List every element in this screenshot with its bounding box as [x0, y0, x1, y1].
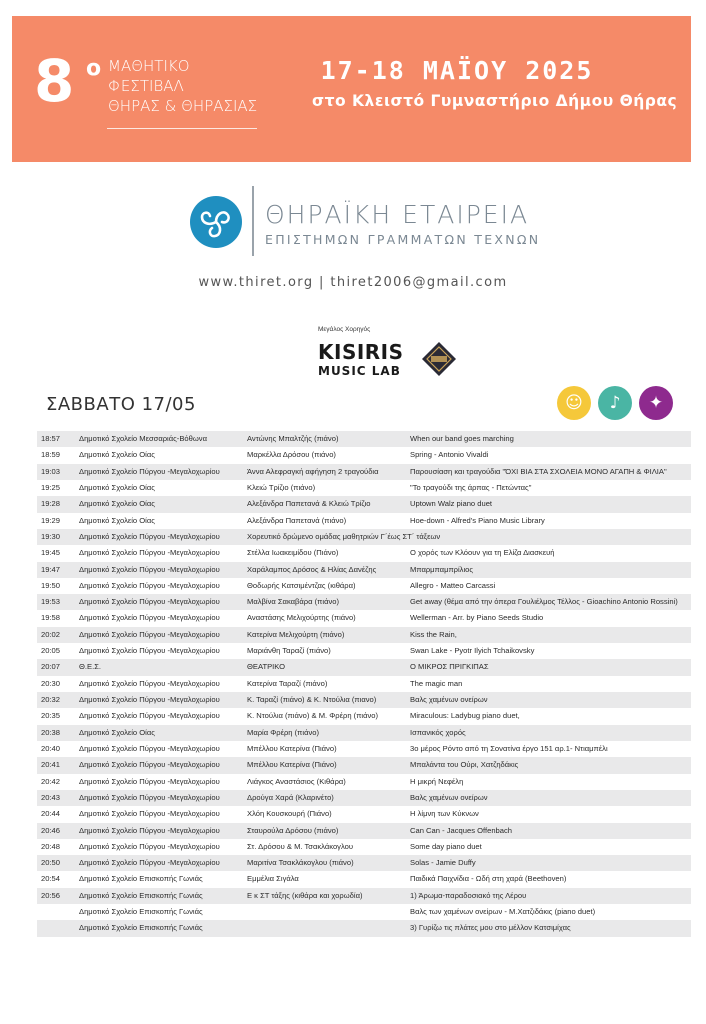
- cell-piece: Miraculous: Ladybug piano duet,: [410, 711, 520, 721]
- cell-performer: Μαρία Φρέρη (πιάνο): [247, 727, 320, 737]
- cell-time: 20:41: [41, 760, 61, 770]
- cell-performer: Κατερίνα Ταραζί (πιάνο): [247, 678, 328, 688]
- cell-time: 18:57: [41, 434, 61, 443]
- cell-piece: Η μικρή Νεφέλη: [410, 776, 464, 786]
- cell-school: Δημοτικό Σχολείο Οίας: [79, 499, 155, 509]
- cell-school: Δημοτικό Σχολείο Οίας: [79, 515, 155, 525]
- cell-school: Δημοτικό Σχολείο Πύργου -Μεγαλοχωρίου: [79, 841, 220, 851]
- schedule-table: [37, 431, 691, 937]
- cell-performer: Ε κ ΣΤ τάξης (κιθάρα και χορωδία): [247, 890, 363, 900]
- edition-superscript: ο: [86, 56, 102, 81]
- table-row: [37, 757, 691, 773]
- cell-piece: Get away (θέμα από την όπερα Γουλιέλμος Τέλλος - Gioachino Antonio Rossini): [410, 597, 678, 607]
- cell-piece: Ο χορός των Κλόουν για τη Ελίζα Διασκευή: [410, 548, 555, 558]
- cell-time: 19:03: [41, 466, 61, 476]
- table-row: [37, 447, 691, 463]
- cell-piece: Η λίμνη των Κύκνων: [410, 809, 479, 819]
- cell-performer: ΘΕΑΤΡΙΚΟ: [247, 662, 286, 672]
- edition-number: 8: [34, 47, 73, 115]
- cell-school: Δημοτικό Σχολείο Πύργου -Μεγαλοχωρίου: [79, 792, 220, 802]
- cell-piece: The magic man: [410, 678, 463, 688]
- table-row: [37, 725, 691, 741]
- cell-time: 20:32: [41, 695, 61, 704]
- cell-performer: Σταυρούλα Δρόσου (πιάνο): [247, 825, 339, 835]
- table-row: [37, 431, 691, 447]
- cell-piece: Allegro - Matteo Carcassi: [410, 580, 496, 590]
- cell-piece: Swan Lake - Pyotr Ilyich Tchaikovsky: [410, 646, 535, 656]
- contact-line: www.thiret.org | thiret2006@gmail.com: [198, 275, 508, 290]
- cell-school: Δημοτικό Σχολείο Επισκοπής Γωνιάς: [79, 890, 203, 900]
- cell-time: 20:40: [41, 743, 61, 753]
- cell-performer: Θοδωρής Κατσιμέντζας (κιθάρα): [247, 580, 356, 590]
- cell-performer: Αλεξάνδρα Παπετανά & Κλειώ Τρίζιο: [247, 499, 371, 509]
- cell-performer: Κλειώ Τρίζιο (πιάνο): [247, 482, 316, 492]
- cell-school: Δημοτικό Σχολείο Πύργου -Μεγαλοχωρίου: [79, 531, 220, 541]
- music-note-icon: ♪: [598, 386, 632, 420]
- cell-performer: Στ. Δρόσου & Μ. Τσακλάκογλου: [247, 841, 354, 851]
- cell-time: 20:05: [41, 646, 61, 656]
- table-row: [37, 790, 691, 806]
- cell-performer: Στέλλα Ιωακειμίδου (Πιάνο): [247, 548, 339, 558]
- cell-school: Θ.Ε.Σ.: [79, 662, 101, 672]
- cell-piece: 1) Άρωμα-παραδοσιακό της Λέρου: [410, 890, 527, 900]
- day-title: ΣΑΒΒΑΤΟ 17/05: [46, 394, 196, 415]
- cell-piece: Παιδικά Παιχνίδια - Ωδή στη χαρά (Beethoven): [410, 874, 567, 884]
- cell-time: 20:07: [41, 662, 61, 672]
- table-row: [37, 529, 691, 545]
- table-row: [37, 741, 691, 757]
- cell-performer: Μπέλλου Κατερίνα (Πιάνο): [247, 743, 337, 753]
- cell-school: Δημοτικό Σχολείο Οίας: [79, 727, 155, 737]
- cell-performer: Χαράλαμπος Δρόσος & Ηλίας Δανέζης: [247, 564, 377, 574]
- sponsor-subname: MUSIC LAB: [318, 364, 401, 378]
- festival-title: [108, 56, 257, 116]
- sponsor-name: KISIRIS: [318, 340, 404, 364]
- cell-performer: Άννα Αλεφραγκή αφήγηση 2 τραγούδια: [247, 466, 379, 476]
- table-row: [37, 562, 691, 578]
- cell-piece: Ισπανικός χορός: [410, 727, 466, 737]
- cell-piece: 3ο μέρος Ρόντο από τη Σονατίνα έργο 151 αρ.1- Ντιαμπέλι: [410, 743, 608, 753]
- cell-piece: Spring - Antonio Vivaldi: [410, 450, 489, 460]
- cell-performer: Εμμέλια Σιγάλα: [247, 874, 299, 884]
- cell-school: Δημοτικό Σχολείο Πύργου -Μεγαλοχωρίου: [79, 711, 220, 721]
- cell-piece: Μπαλάντα του Ούρι, Χατζηδάκις: [410, 760, 519, 770]
- table-row: [37, 480, 691, 496]
- cell-piece: Μπαρμπαμπρίλιος: [410, 564, 474, 574]
- cell-piece: Kiss the Rain,: [410, 629, 457, 639]
- cell-piece: Uptown Walz piano duet: [410, 499, 493, 509]
- table-row: [37, 806, 691, 822]
- cell-performer: Αλεξάνδρα Παπετανά (πιάνο): [247, 515, 347, 525]
- table-row: [37, 513, 691, 529]
- cell-school: Δημοτικό Σχολείο Πύργου -Μεγαλοχωρίου: [79, 629, 220, 639]
- cell-school: Δημοτικό Σχολείο Πύργου -Μεγαλοχωρίου: [79, 466, 220, 476]
- cell-piece: Βαλς χαμένων ονείρων: [410, 792, 488, 802]
- cell-school: Δημοτικό Σχολείο Οίας: [79, 482, 155, 492]
- cell-school: Δημοτικό Σχολείο Πύργου -Μεγαλοχωρίου: [79, 613, 220, 623]
- cell-performer: Δρούγα Χαρά (Κλαρινέτο): [247, 792, 334, 802]
- cell-school: Δημοτικό Σχολείο Οίας: [79, 450, 155, 460]
- table-row: [37, 871, 691, 887]
- table-row: [37, 610, 691, 626]
- sponsor-label: Μεγάλος Χορηγός: [318, 326, 371, 333]
- cell-time: 18:59: [41, 450, 61, 460]
- cell-performer: Μαλβίνα Σακαβάρα (πιάνο): [247, 597, 340, 607]
- festival-title-line: ΘΗΡΑΣ & ΘΗΡΑΣΙΑΣ: [108, 97, 258, 115]
- cell-performer: Μαρκέλλα Δρόσου (πιάνο): [247, 450, 336, 460]
- table-row: [37, 545, 691, 561]
- logo-divider: [252, 186, 254, 256]
- table-row: [37, 839, 691, 855]
- cell-time: 20:02: [41, 629, 61, 639]
- cell-school: Δημοτικό Σχολείο Πύργου -Μεγαλοχωρίου: [79, 743, 220, 753]
- cell-school: Δημοτικό Σχολείο Μεσσαριάς-Βόθωνα: [79, 434, 207, 443]
- triskelion-logo-icon: [190, 196, 242, 248]
- cell-time: 20:50: [41, 858, 61, 868]
- table-row: [37, 774, 691, 790]
- cell-performer: Χορευτικό δρώμενο ομάδας μαθητριών Γ΄έως ΣΤ΄ τάξεων: [247, 531, 441, 541]
- cell-school: Δημοτικό Σχολείο Επισκοπής Γωνιάς: [79, 907, 203, 917]
- dance-icon: ✦: [639, 386, 673, 420]
- cell-school: Δημοτικό Σχολείο Πύργου -Μεγαλοχωρίου: [79, 646, 220, 656]
- cell-time: 20:35: [41, 711, 61, 721]
- cell-performer: Λιάγκος Αναστάσιος (Κιθάρα): [247, 776, 346, 786]
- theatre-masks-icon: ☺: [557, 386, 591, 420]
- cell-school: Δημοτικό Σχολείο Πύργου -Μεγαλοχωρίου: [79, 809, 220, 819]
- cell-piece: When our band goes marching: [410, 434, 514, 443]
- table-row: [37, 888, 691, 904]
- cell-time: 19:53: [41, 597, 61, 607]
- cell-time: 19:47: [41, 564, 61, 574]
- cell-piece: Hoe-down - Alfred's Piano Music Library: [410, 515, 545, 525]
- cell-piece: Solas - Jamie Duffy: [410, 858, 476, 868]
- cell-time: 20:38: [41, 727, 61, 737]
- cell-piece: Can Can - Jacques Offenbach: [410, 825, 513, 835]
- cell-time: 19:28: [41, 499, 61, 509]
- cell-performer: Αντώνης Μπαλτζής (πιάνο): [247, 434, 339, 443]
- table-row: [37, 823, 691, 839]
- cell-time: 20:54: [41, 874, 61, 884]
- table-row: [37, 659, 691, 675]
- festival-venue: στο Κλειστό Γυμναστήριο Δήμου Θήρας: [312, 92, 678, 110]
- festival-banner: [12, 16, 691, 162]
- cell-time: 19:58: [41, 613, 61, 623]
- cell-performer: Κ. Ντούλια (πιάνο) & Μ. Φρέρη (πιάνο): [247, 711, 379, 721]
- cell-school: Δημοτικό Σχολείο Πύργου -Μεγαλοχωρίου: [79, 858, 220, 868]
- cell-time: 20:48: [41, 841, 61, 851]
- cell-school: Δημοτικό Σχολείο Πύργου -Μεγαλοχωρίου: [79, 580, 220, 590]
- table-row: [37, 920, 691, 936]
- cell-piece: Ο ΜΙΚΡΟΣ ΠΡΙΓΚΙΠΑΣ: [410, 662, 489, 672]
- sponsor-badge-icon: [421, 341, 457, 377]
- cell-time: 19:50: [41, 580, 61, 590]
- cell-school: Δημοτικό Σχολείο Πύργου -Μεγαλοχωρίου: [79, 597, 220, 607]
- cell-performer: Κ. Ταραζί (πιάνο) & Κ. Ντούλια (πιανο): [247, 695, 377, 704]
- cell-piece: "Το τραγούδι της άρπας - Πετώντας": [410, 482, 532, 492]
- cell-school: Δημοτικό Σχολείο Πύργου -Μεγαλοχωρίου: [79, 678, 220, 688]
- cell-piece: Βαλς χαμένων ονείρων: [410, 695, 488, 704]
- cell-time: 19:30: [41, 531, 61, 541]
- festival-dates: 17-18 ΜΑΪΟΥ 2025: [320, 56, 594, 85]
- cell-performer: Χλόη Κουσκουρή (Πιάνο): [247, 809, 332, 819]
- cell-performer: Αναστάσης Μελιχούρτης (πιάνο): [247, 613, 356, 623]
- table-row: [37, 594, 691, 610]
- festival-title-line: ΦΕΣΤΙΒΑΛ: [108, 77, 184, 95]
- cell-performer: Κατερίνα Μελιχούρτη (πιάνο): [247, 629, 345, 639]
- cell-time: 19:25: [41, 482, 61, 492]
- society-name: ΘΗΡΑΪΚΗ ΕΤΑΙΡΕΙΑ: [265, 200, 530, 229]
- society-subtitle: ΕΠΙΣΤΗΜΩΝ ΓΡΑΜΜΑΤΩΝ ΤΕΧΝΩΝ: [265, 232, 541, 247]
- title-underline: [107, 128, 257, 129]
- cell-piece: Wellerman - Arr. by Piano Seeds Studio: [410, 613, 544, 623]
- table-row: [37, 627, 691, 643]
- cell-school: Δημοτικό Σχολείο Επισκοπής Γωνιάς: [79, 923, 203, 933]
- cell-time: 20:46: [41, 825, 61, 835]
- cell-school: Δημοτικό Σχολείο Πύργου -Μεγαλοχωρίου: [79, 564, 220, 574]
- cell-performer: Μαριάνθη Ταραζί (πιάνο): [247, 646, 331, 656]
- table-row: [37, 708, 691, 724]
- table-row: [37, 676, 691, 692]
- cell-school: Δημοτικό Σχολείο Πύργου -Μεγαλοχωρίου: [79, 695, 220, 704]
- cell-school: Δημοτικό Σχολείο Πύργου -Μεγαλοχωρίου: [79, 825, 220, 835]
- cell-time: 20:30: [41, 678, 61, 688]
- cell-time: 19:29: [41, 515, 61, 525]
- cell-piece: 3) Γυρίζω τις πλάτες μου στο μέλλον Κατσιμίχας: [410, 923, 571, 933]
- table-row: [37, 904, 691, 920]
- cell-school: Δημοτικό Σχολείο Πύργου -Μεγαλοχωρίου: [79, 760, 220, 770]
- table-row: [37, 578, 691, 594]
- cell-piece: Some day piano duet: [410, 841, 482, 851]
- cell-time: 20:44: [41, 809, 61, 819]
- festival-title-line: ΜΑΘΗΤΙΚΟ: [108, 57, 190, 75]
- table-row: [37, 692, 691, 708]
- cell-performer: Μπέλλου Κατερίνα (Πιάνο): [247, 760, 337, 770]
- cell-school: Δημοτικό Σχολείο Επισκοπής Γωνιάς: [79, 874, 203, 884]
- cell-school: Δημοτικό Σχολείο Πύργου -Μεγαλοχωρίου: [79, 548, 220, 558]
- cell-piece: Παρουσίαση και τραγούδια "ΌΧΙ ΒΙΑ ΣΤΑ ΣΧΟΛΕΙΑ ΜΟΝΟ ΑΓΑΠΗ & ΦΙΛΙΑ": [410, 466, 667, 476]
- cell-time: 20:43: [41, 792, 61, 802]
- cell-piece: Βαλς των χαμένων ονείρων - Μ.Χατζιδάκις (piano duet): [410, 907, 596, 917]
- cell-school: Δημοτικό Σχολείο Πύργου -Μεγαλοχωρίου: [79, 776, 220, 786]
- table-row: [37, 464, 691, 480]
- cell-time: 20:42: [41, 776, 61, 786]
- cell-performer: Μαριτίνα Τσακλάκογλου (πιάνο): [247, 858, 354, 868]
- table-row: [37, 496, 691, 512]
- table-row: [37, 643, 691, 659]
- cell-time: 19:45: [41, 548, 61, 558]
- table-row: [37, 855, 691, 871]
- cell-time: 20:56: [41, 890, 61, 900]
